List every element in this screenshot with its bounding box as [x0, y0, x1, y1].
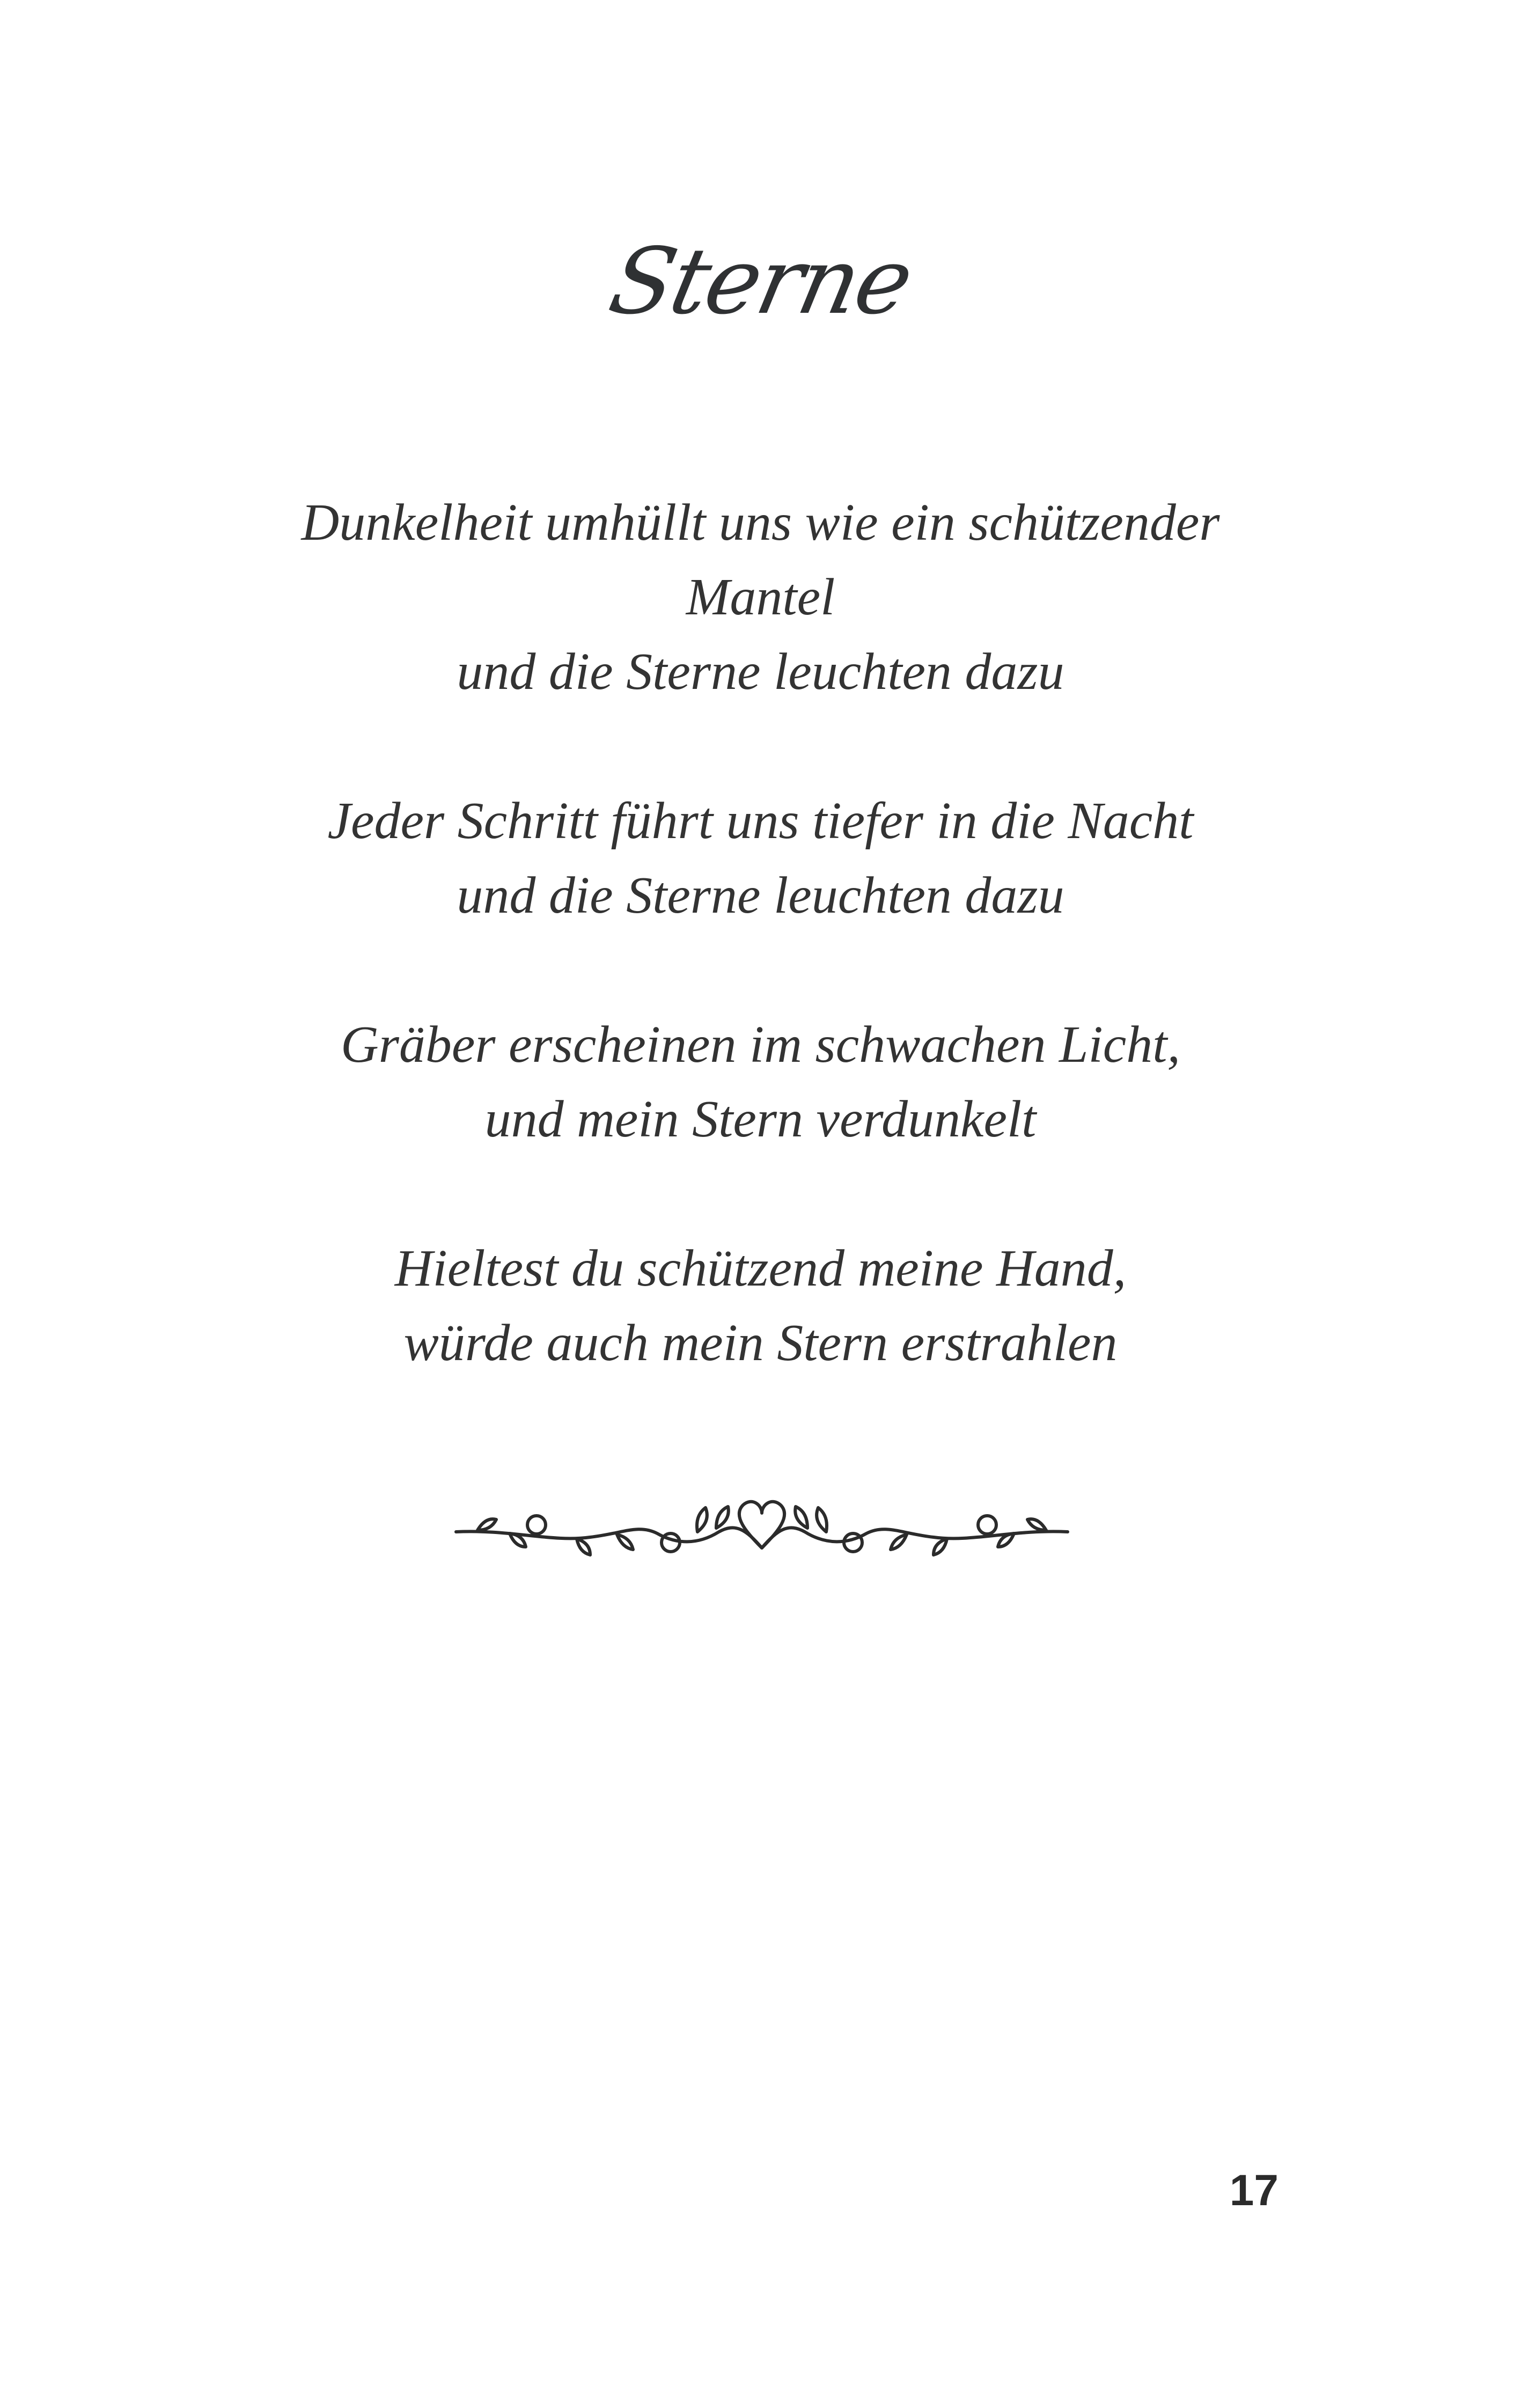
poem-line: Jeder Schritt führt uns tiefer in die Nacht	[327, 792, 1194, 850]
page-number: 17	[1229, 2166, 1278, 2215]
poem-line: Hieltest du schützend meine Hand,	[394, 1239, 1127, 1297]
stanza-3	[0, 1008, 1521, 1157]
heart-vine-divider-icon	[445, 1492, 1078, 1572]
poem-line: Mantel	[686, 568, 835, 626]
poem-line: Dunkelheit umhüllt uns wie ein schützender	[301, 494, 1220, 552]
poem-line: und die Sterne leuchten dazu	[457, 643, 1064, 701]
poem-line: und die Sterne leuchten dazu	[457, 867, 1064, 924]
poem-line: würde auch mein Stern erstrahlen	[403, 1314, 1118, 1372]
stanza-4	[0, 1231, 1521, 1381]
poem-line: Gräber erscheinen im schwachen Licht,	[341, 1016, 1180, 1074]
stanza-1	[0, 486, 1521, 709]
stanza-2	[0, 784, 1521, 933]
poem-title: Sterne	[601, 229, 920, 335]
poem-body	[0, 486, 1521, 1455]
poem-line: und mein Stern verdunkelt	[484, 1090, 1037, 1148]
